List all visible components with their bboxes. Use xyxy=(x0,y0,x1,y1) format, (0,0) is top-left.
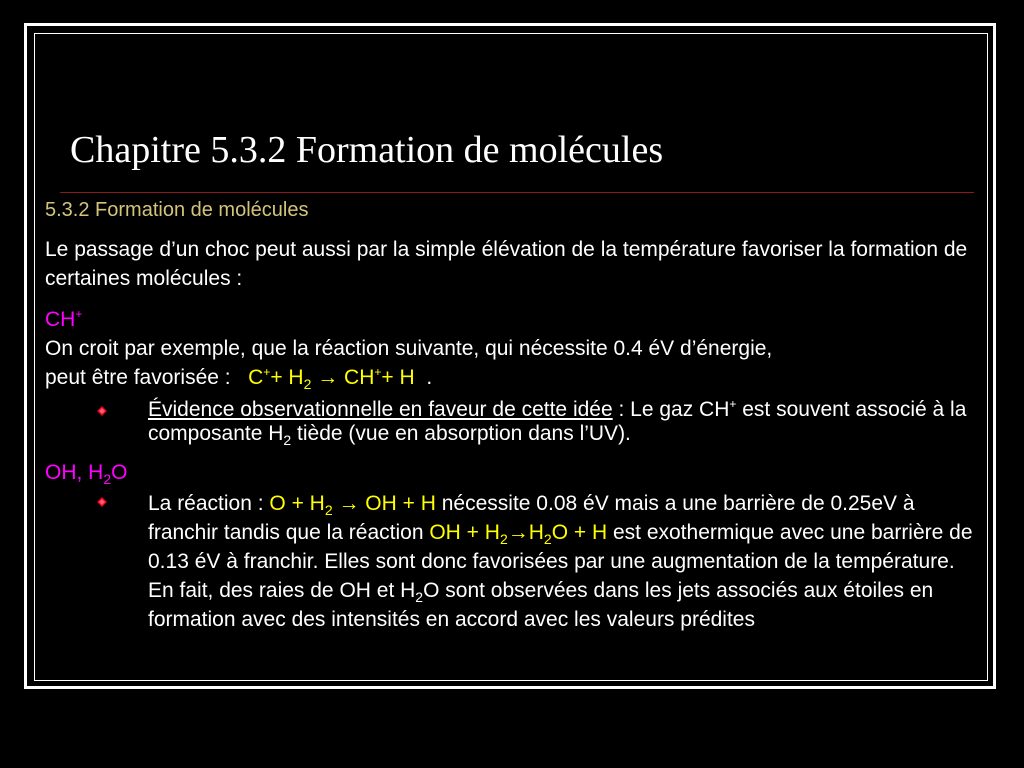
ch-label-sup: + xyxy=(75,307,83,321)
oh-reaction2-b-sub: 2 xyxy=(543,531,552,548)
slide-title: Chapitre 5.3.2 Formation de molécules xyxy=(70,129,664,171)
evidence-text2: est souvent associé à la composante H xyxy=(148,398,967,445)
oh-label: OH, H xyxy=(45,461,104,484)
oh-text3: est exothermique avec une barrière de 0.13 éV à franchir. Elles sont donc favorisées par une augmentation de la température. En fait, des raies de OH et H xyxy=(148,521,973,602)
oh-reaction2-b: →H xyxy=(507,521,544,544)
oh-label-sub: 2 xyxy=(103,471,112,488)
oh-reaction1 xyxy=(269,492,436,519)
oh-reaction2-c: O + H xyxy=(551,521,608,544)
ch-line1: On croit par exemple, que la réaction suivante, qui nécessite 0.4 éV d’énergie, xyxy=(45,337,773,360)
evidence-text2-sub: 2 xyxy=(283,432,292,449)
evidence-text1-sup: + xyxy=(729,397,737,411)
oh-text3-sub: 2 xyxy=(415,589,424,606)
ch-reaction xyxy=(248,365,415,393)
red-diamond-bullet-icon xyxy=(97,497,107,507)
evidence-text3: tiède (vue en absorption dans l’UV). xyxy=(291,422,631,445)
ch-label: CH xyxy=(45,308,76,331)
oh-reaction1-a-sub: 2 xyxy=(324,502,333,519)
reaction-h2-sub: 2 xyxy=(303,376,312,393)
evidence-text1: : Le gaz CH xyxy=(612,398,730,421)
ch-end: . xyxy=(426,366,433,389)
oh-reaction2-a: OH + H xyxy=(429,521,500,544)
reaction-c: C xyxy=(248,366,264,389)
oh-text4: O sont observées dans les jets associés aux étoiles en formation avec des intensités en accord avec les valeurs prédites xyxy=(148,579,934,631)
oh-heading xyxy=(45,458,985,487)
ch-line2-prefix: peut être favorisée : xyxy=(45,366,231,389)
ch-heading xyxy=(45,305,985,334)
oh-text2: nécessite 0.08 éV mais a une barrière de 0.25eV à franchir tandis que la réaction xyxy=(148,492,915,544)
oh-reaction1-a: O + H xyxy=(269,492,325,515)
reaction-c-sup: + xyxy=(263,365,271,379)
red-diamond-bullet-icon xyxy=(97,406,107,416)
oh-reaction2-a-sub: 2 xyxy=(499,531,508,548)
reaction-ch: → CH xyxy=(311,366,375,389)
section-heading: 5.3.2 Formation de molécules xyxy=(45,199,309,221)
reaction-ch-sup: + xyxy=(374,365,382,379)
oh-label-end: O xyxy=(111,461,128,484)
oh-reaction2 xyxy=(429,521,608,548)
intro-paragraph: Le passage d’un choc peut aussi par la simple élévation de la température favoriser la formation de certaines molécules : xyxy=(45,238,968,290)
ch-paragraph xyxy=(45,334,985,392)
slide-body xyxy=(45,196,985,634)
oh-text1: La réaction : xyxy=(148,492,270,515)
oh-bullet xyxy=(45,489,985,634)
ch-bullet xyxy=(45,397,985,449)
evidence-underlined: Évidence observationnelle en faveur de cette idée xyxy=(148,398,613,421)
title-divider xyxy=(60,192,974,193)
oh-reaction1-b: → OH + H xyxy=(332,492,436,515)
reaction-h: + H xyxy=(381,366,415,389)
reaction-h2: + H xyxy=(270,366,304,389)
